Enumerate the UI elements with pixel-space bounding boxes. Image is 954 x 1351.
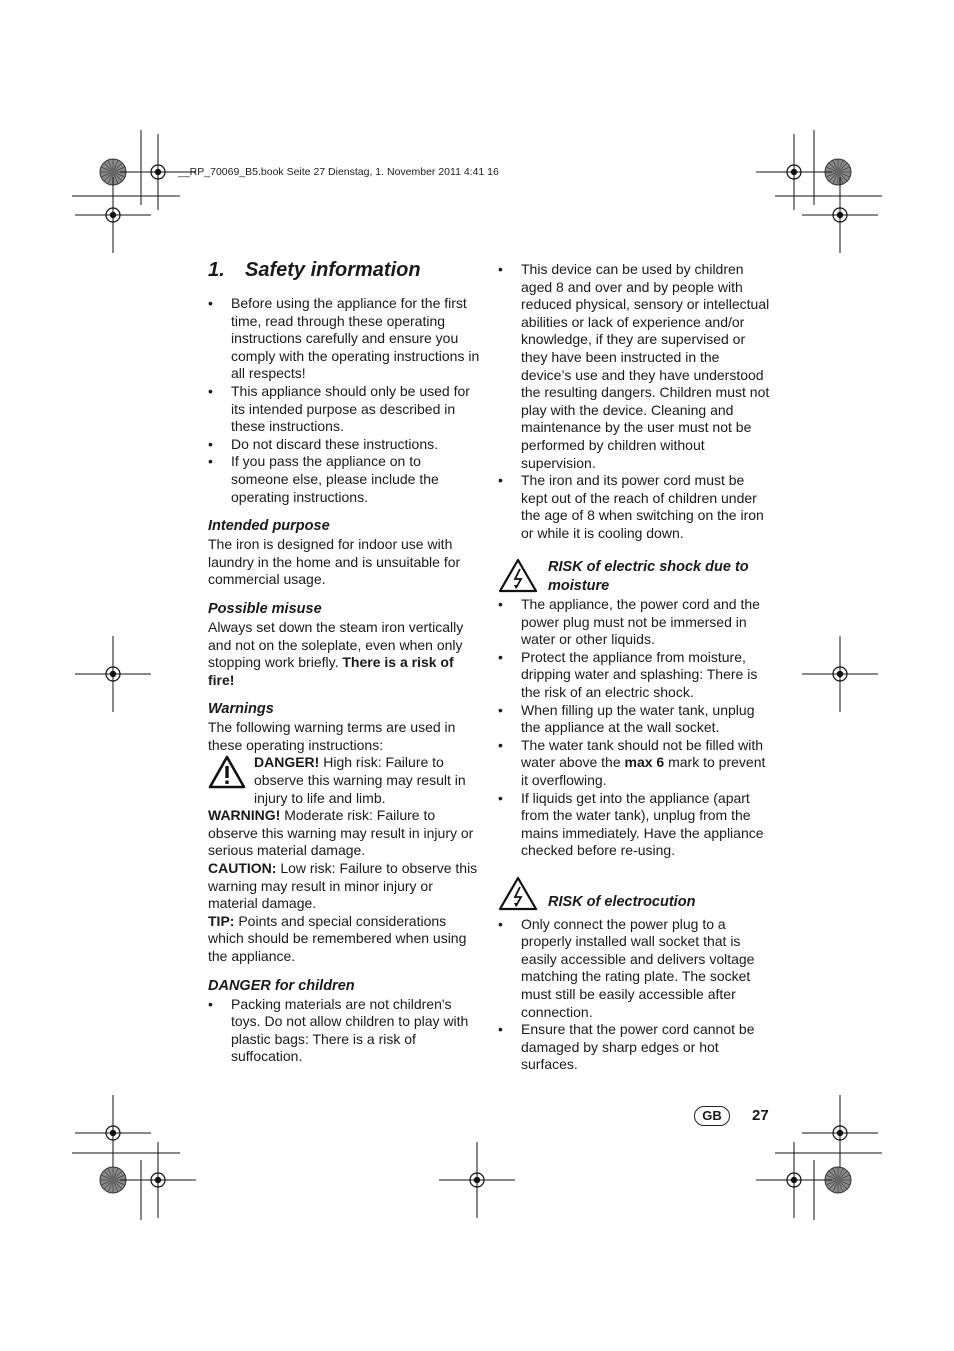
list-item: • Ensure that the power cord cannot be damaged by sharp edges or hot surfaces. (498, 1021, 770, 1074)
warnings-heading: Warnings (208, 701, 274, 718)
danger-text: High risk: Failure to observe this warning may result in injury to life and limb. (254, 754, 466, 806)
possible-misuse-text (208, 619, 480, 689)
children-more-bullets (498, 261, 770, 543)
language-badge: GB (694, 1106, 730, 1126)
shock-header (498, 558, 770, 599)
list-item: • When filling up the water tank, unplug the appliance at the wall socket. (498, 702, 770, 737)
warnings-intro: The following warning terms are used in these operating instructions: (208, 719, 456, 753)
shock-bullets (498, 596, 770, 860)
list-item: • Do not discard these instructions. (208, 436, 480, 454)
electrocution-bullets (498, 916, 770, 1074)
caution-text: Low risk: Failure to observe this warning may result in minor injury or material damage. (208, 860, 478, 912)
warning-label: WARNING! (208, 807, 281, 824)
list-item: • The appliance, the power cord and the power plug must not be immersed in water or other liquids. (498, 596, 770, 649)
book-info: __RP_70069_B5.book Seite 27 Dienstag, 1. November 2011 4:41 16 (178, 166, 499, 178)
danger-label: DANGER! (254, 754, 320, 771)
tank-max-mark: max 6 (624, 754, 665, 771)
page-number: 27 (752, 1107, 769, 1124)
list-item: • The iron and its power cord must be kept out of the reach of children under the age of 8 when switching on the iron or while it is cooling down. (498, 472, 770, 542)
caution-label: CAUTION: (208, 860, 277, 877)
left-column (208, 258, 480, 1066)
tip-definition (208, 913, 480, 966)
electrocution-icon (498, 876, 544, 917)
caution-definition (208, 860, 480, 913)
list-item: • Protect the appliance from moisture, dripping water and splashing: There is the risk of an electric shock. (498, 649, 770, 702)
warning-definition (208, 807, 480, 860)
list-item: • Packing materials are not children's toys. Do not allow children to play with plastic bags: There is a risk of suffocation. (208, 996, 480, 1066)
warning-text: Moderate risk: Failure to observe this warning may result in injury or serious material damage. (208, 807, 474, 859)
list-item: • Before using the appliance for the first time, read through these operating instructions carefully and ensure you comply with the operating instructions in all respects! (208, 295, 480, 383)
misuse-text: Always set down the steam iron vertically and not on the soleplate, even when only stopping work briefly. (208, 618, 464, 671)
possible-misuse-heading: Possible misuse (208, 600, 322, 617)
tip-label: TIP: (208, 912, 235, 929)
electrocution-heading: RISK of electrocution (548, 894, 696, 910)
shock-heading: RISK of electric shock due to moisture (548, 558, 749, 594)
right-column (498, 261, 770, 1074)
list-item: • If you pass the appliance on to someone else, please include the operating instructions. (208, 453, 480, 506)
children-bullets (208, 996, 480, 1066)
list-item: • This device can be used by children aged 8 and over and by people with reduced physical, sensory or intellectual abilities or lack of experience and/or knowledge, if they are supervised or they have been instructed in the device’s use and they have understood the resulting dangers. Children must not play with the device. Cleaning and maintenance by the user must not be performed by children without supervision. (498, 261, 770, 472)
tank-text-post: mark to prevent it overflowing. (521, 754, 766, 789)
section-number: 1. (208, 259, 225, 281)
intended-purpose-heading: Intended purpose (208, 518, 330, 535)
warning-triangle-icon (208, 754, 254, 807)
list-item: • Only connect the power plug to a properly installed wall socket that is easily accessible and delivers voltage matching the rating plate. The socket must still be easily accessible after connection. (498, 916, 770, 1022)
intro-bullets (208, 295, 480, 506)
misuse-bold: There is a risk of fire! (208, 654, 454, 688)
danger-definition (208, 754, 480, 807)
children-heading: DANGER for children (208, 977, 355, 994)
electrocution-header (498, 876, 770, 917)
intended-purpose-text: The iron is designed for indoor use with laundry in the home and is unsuitable for commercial usage. (208, 536, 461, 588)
list-item: • If liquids get into the appliance (apart from the water tank), unplug from the mains immediately. Have the appliance checked before re-using. (498, 790, 770, 860)
section-title (208, 258, 480, 282)
tip-text: Points and special considerations which should be remembered when using the appliance. (208, 912, 467, 964)
section-title-text: Safety information (245, 259, 421, 281)
electric-shock-icon (498, 558, 544, 599)
list-item (498, 737, 770, 790)
list-item: • This appliance should only be used for its intended purpose as described in these instructions. (208, 383, 480, 436)
tank-text-pre: The water tank should not be filled with water above the (521, 736, 764, 771)
